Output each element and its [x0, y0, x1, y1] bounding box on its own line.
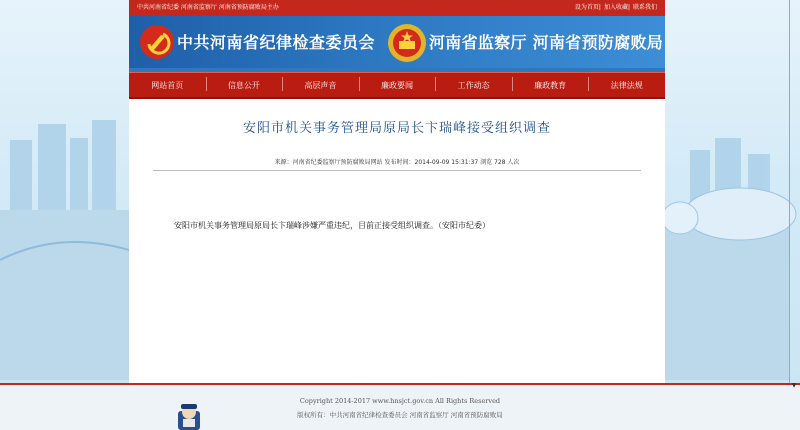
- nav-home[interactable]: 网站首页: [151, 80, 184, 90]
- article-content: [129, 99, 665, 387]
- article-body: 安阳市机关事务管理局原局长卞瑞峰涉嫌严重违纪，目前正接受组织调查。（安阳市纪委）: [174, 221, 490, 230]
- top-bar: [129, 0, 665, 16]
- page-container: [129, 0, 665, 386]
- owner-text: 版权所有：中共河南省纪律检查委员会 河南省监察厅 河南省预防腐败局: [297, 411, 503, 419]
- scroll-down-arrow-icon[interactable]: ▼: [791, 382, 797, 389]
- top-links: 设为首页| 加入收藏| 联系我们: [574, 4, 657, 11]
- add-favorite-link[interactable]: 加入收藏: [603, 4, 628, 11]
- site-banner: [129, 16, 665, 68]
- sponsor-text: 中共河南省纪委 河南省监察厅 河南省预防腐败局主办: [137, 4, 279, 11]
- site-footer: [0, 383, 800, 430]
- nav-leadership-voice[interactable]: 高层声音: [282, 80, 359, 91]
- org2-title: 河南省监察厅 河南省预防腐败局: [429, 33, 664, 52]
- national-emblem-icon: [385, 21, 429, 65]
- nav-laws-regulations[interactable]: 法律法规: [588, 80, 665, 91]
- copyright-text: Copyright 2014-2017 www.hnsjct.gov.cn All Rights Reserved: [299, 397, 501, 405]
- main-nav: [129, 72, 665, 97]
- nav-integrity-education[interactable]: 廉政教育: [512, 80, 589, 91]
- org1-title: 中共河南省纪律检查委员会: [177, 33, 376, 52]
- nav-work-updates[interactable]: 工作动态: [435, 80, 512, 91]
- meta-divider: [153, 170, 641, 171]
- party-emblem-icon: [137, 22, 177, 62]
- article-title: 安阳市机关事务管理局原局长卞瑞峰接受组织调查: [242, 121, 551, 136]
- nav-integrity-news[interactable]: 廉政要闻: [359, 80, 436, 91]
- set-homepage-link[interactable]: 设为首页: [574, 4, 599, 11]
- window-edge: [789, 0, 790, 428]
- article-meta: 来源：河南省纪委监察厅预防腐败局网站 发布时间：2014-09-09 15:31:37 浏览 728 人次: [274, 159, 520, 166]
- contact-us-link[interactable]: 联系我们: [632, 4, 657, 11]
- nav-info-disclosure[interactable]: 信息公开: [206, 80, 283, 91]
